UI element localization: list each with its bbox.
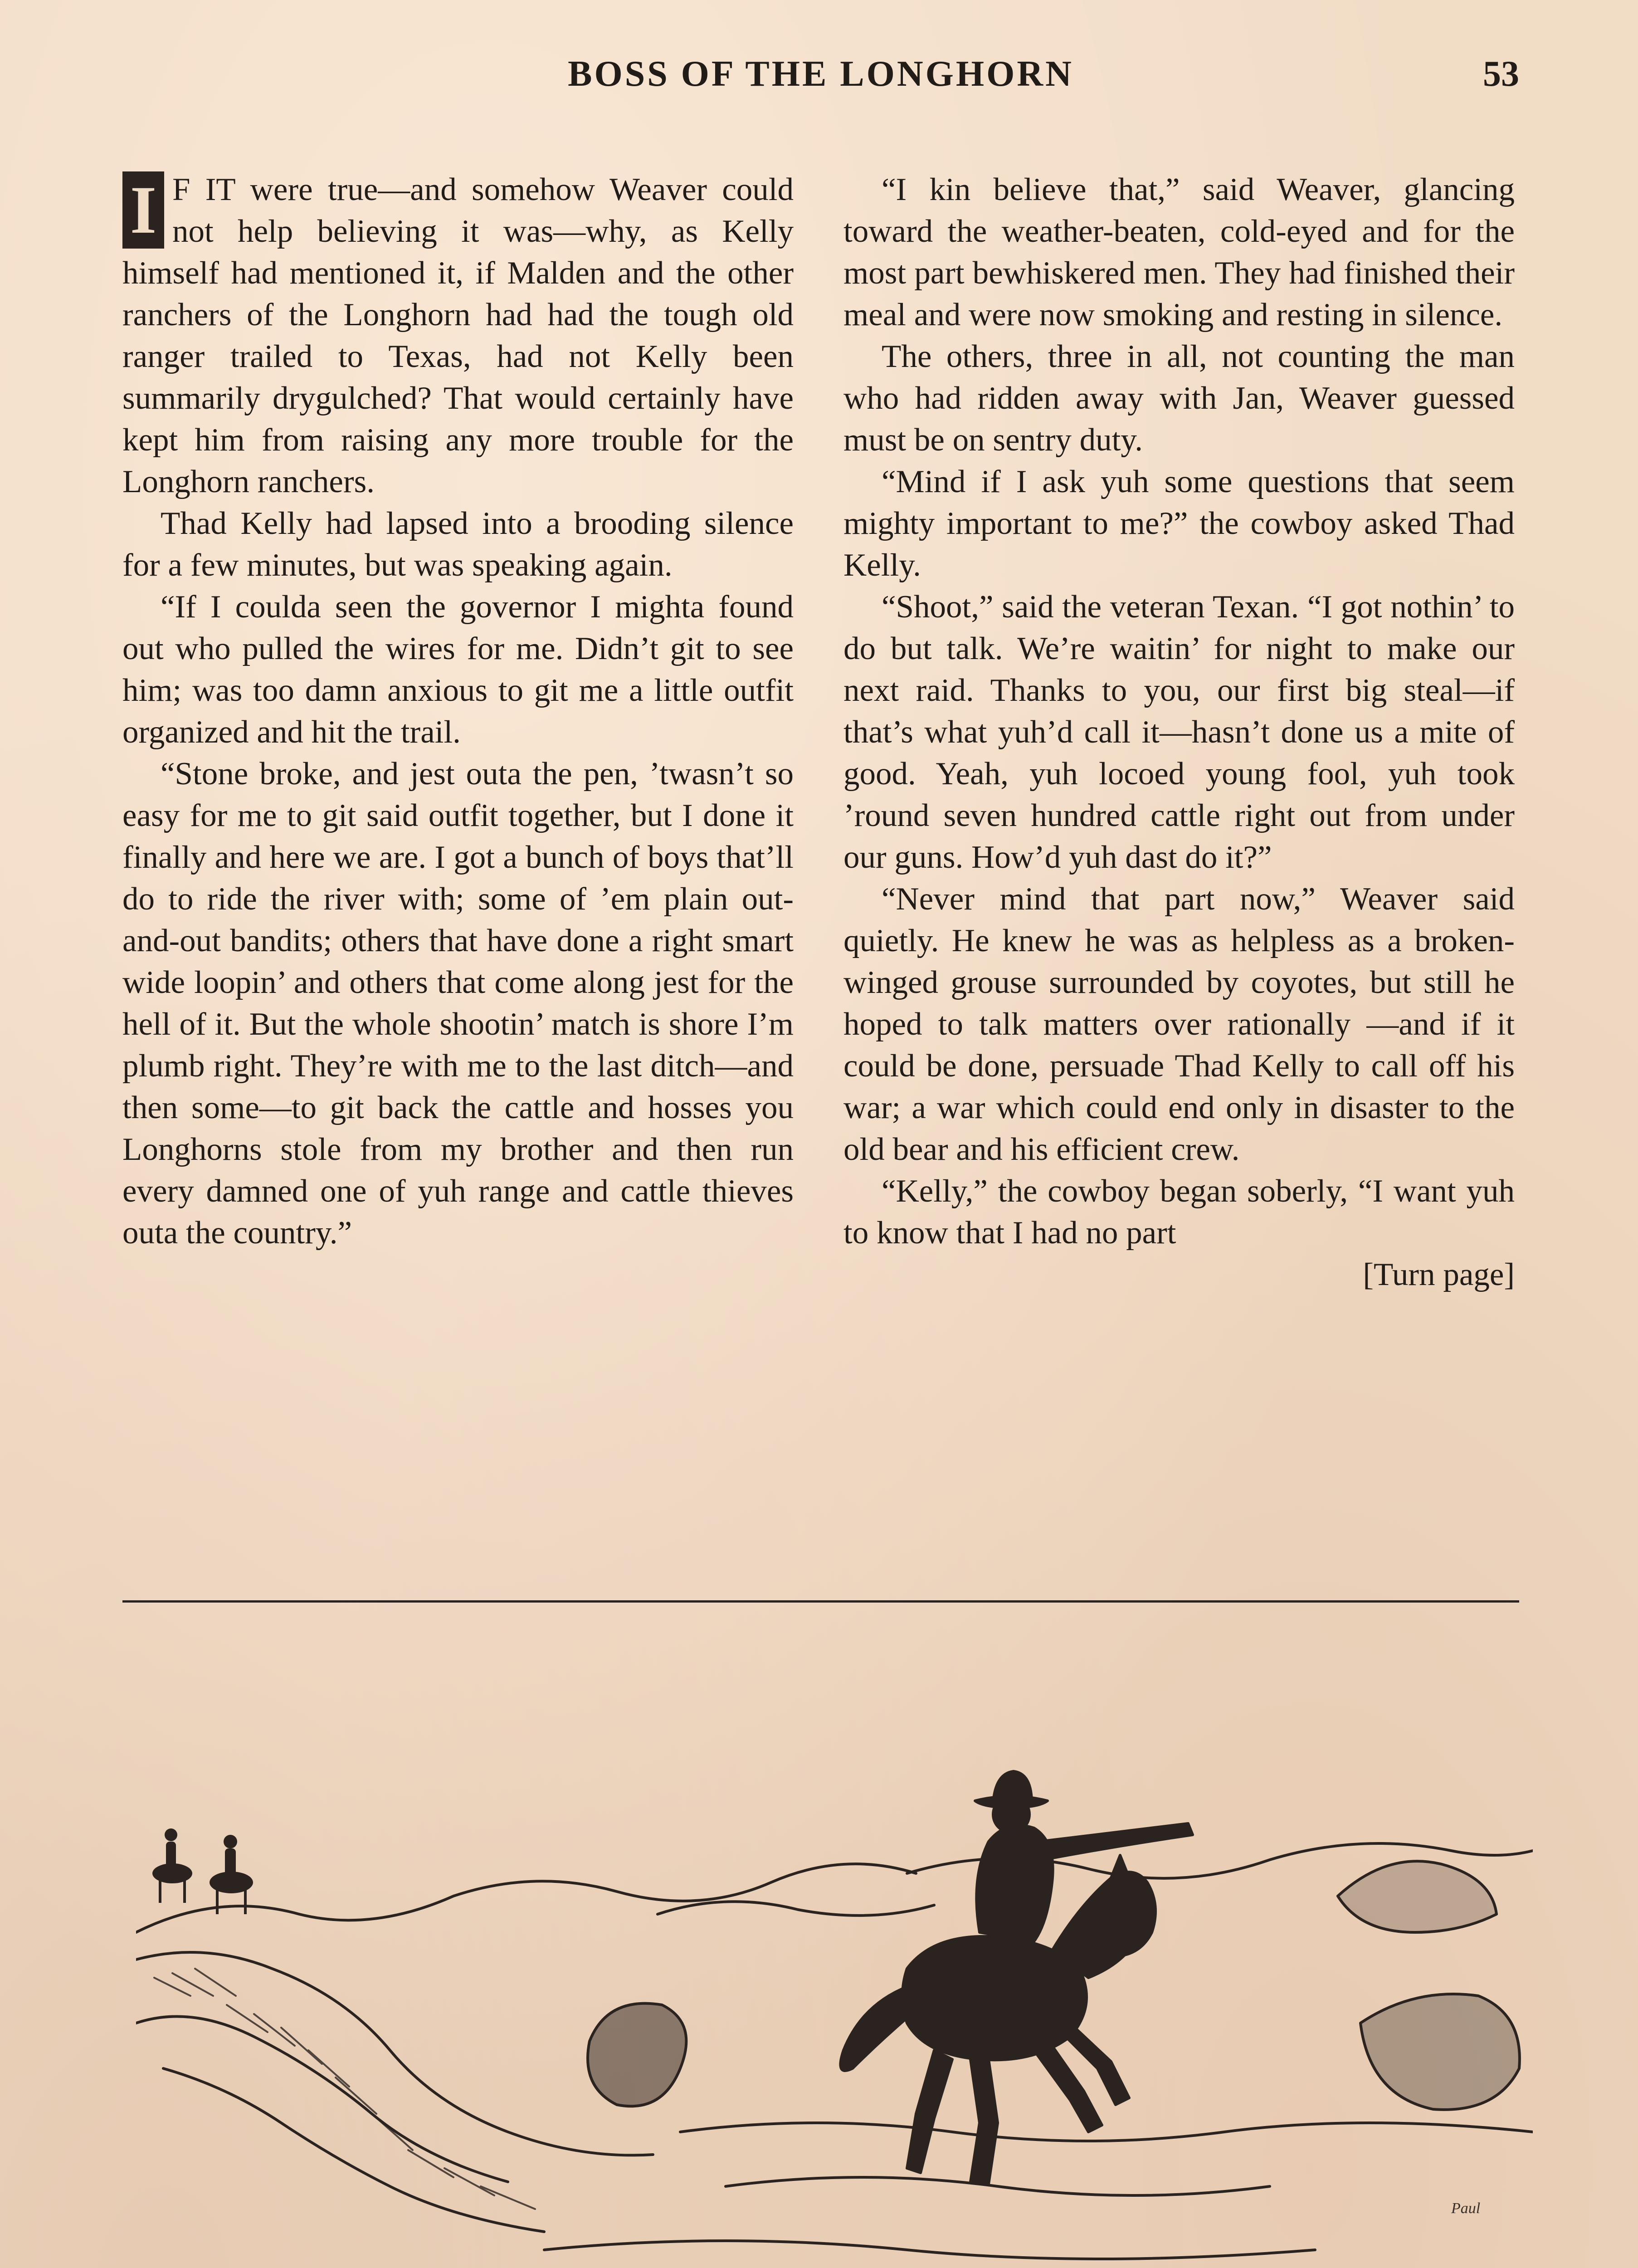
paragraph: The others, three in all, not counting the man who had ridden away with Jan, Weaver guessed must be on sentry duty. — [843, 339, 1515, 458]
opening-paragraph — [122, 169, 794, 503]
paragraph: “If I coulda seen the governor I mighta found out who pulled the wires for me. Didn’t git to see him; was too damn anxious to git me a little outfit organized and hit the trail. — [122, 589, 794, 750]
paragraph: “Kelly,” the cowboy began soberly, “I want yuh to know that I had no part — [843, 1173, 1515, 1251]
opening-paragraph-text: F IT were true—and somehow Weaver could not help believing it was—why, as Kelly himself had mentioned it, if Malden and the other ranchers of the Longhorn had had the tough old ranger trailed to Texas, had not Kelly been summarily drygulched? That would certainly have kept him from raising any more trouble for the Longhorn ranchers. — [122, 172, 794, 499]
section-divider — [122, 1600, 1519, 1603]
artist-signature: Paul — [1451, 2200, 1481, 2217]
paragraph: “Shoot,” said the veteran Texan. “I got nothin’ to do but talk. We’re waitin’ for night to make our next raid. Thanks to you, our first big steal—if that’s what yuh’d call it—hasn’t done us a mite of good. Yeah, yuh locoed young fool, yuh took ’round seven hundred cattle right out from under our guns. How’d yuh dast do it?” — [843, 589, 1515, 875]
paragraph: “I kin believe that,” said Weaver, glancing toward the weather-beaten, cold-eyed and for the most part bewhiskered men. They had finished their meal and were now smoking and resting in silence. — [843, 172, 1515, 332]
turn-page-note: [Turn page] — [1363, 1257, 1515, 1292]
left-column — [122, 169, 794, 1254]
paragraph: Thad Kelly had lapsed into a brooding silence for a few minutes, but was speaking again. — [122, 506, 794, 583]
drop-cap: I — [122, 171, 164, 249]
right-column — [843, 169, 1515, 1295]
running-head — [122, 54, 1519, 108]
running-title: BOSS OF THE LONGHORN — [568, 54, 1074, 94]
paragraph: “Never mind that part now,” Weaver said quietly. He knew he was as helpless as a broken-winged grouse surrounded by coyotes, but still he hoped to talk matters over rationally —and if it could be done, persuade Thad Kelly to call off his war; a war which could end only in disaster to the old bear and his efficient crew. — [843, 881, 1515, 1167]
paragraph: “Stone broke, and jest outa the pen, ’twasn’t so easy for me to git said outfit together, but I done it finally and here we are. I got a bunch of boys that’ll do to ride the river with; some of ’em plain out-and-out bandits; others that have done a right smart wide loopin’ and others that come along jest for the hell of it. But the whole shootin’ match is shore I’m plumb right. They’re with me to the last ditch—and then some—to git back the cattle and hosses you Longhorns stole from my brother and then run every damned one of yuh range and cattle thieves outa the country.” — [122, 756, 794, 1251]
cowboy-on-horseback-illustration — [136, 1678, 1533, 2268]
paragraph: “Mind if I ask yuh some questions that seem mighty important to me?” the cowboy asked Thad Kelly. — [843, 464, 1515, 583]
page-number: 53 — [1483, 54, 1519, 94]
